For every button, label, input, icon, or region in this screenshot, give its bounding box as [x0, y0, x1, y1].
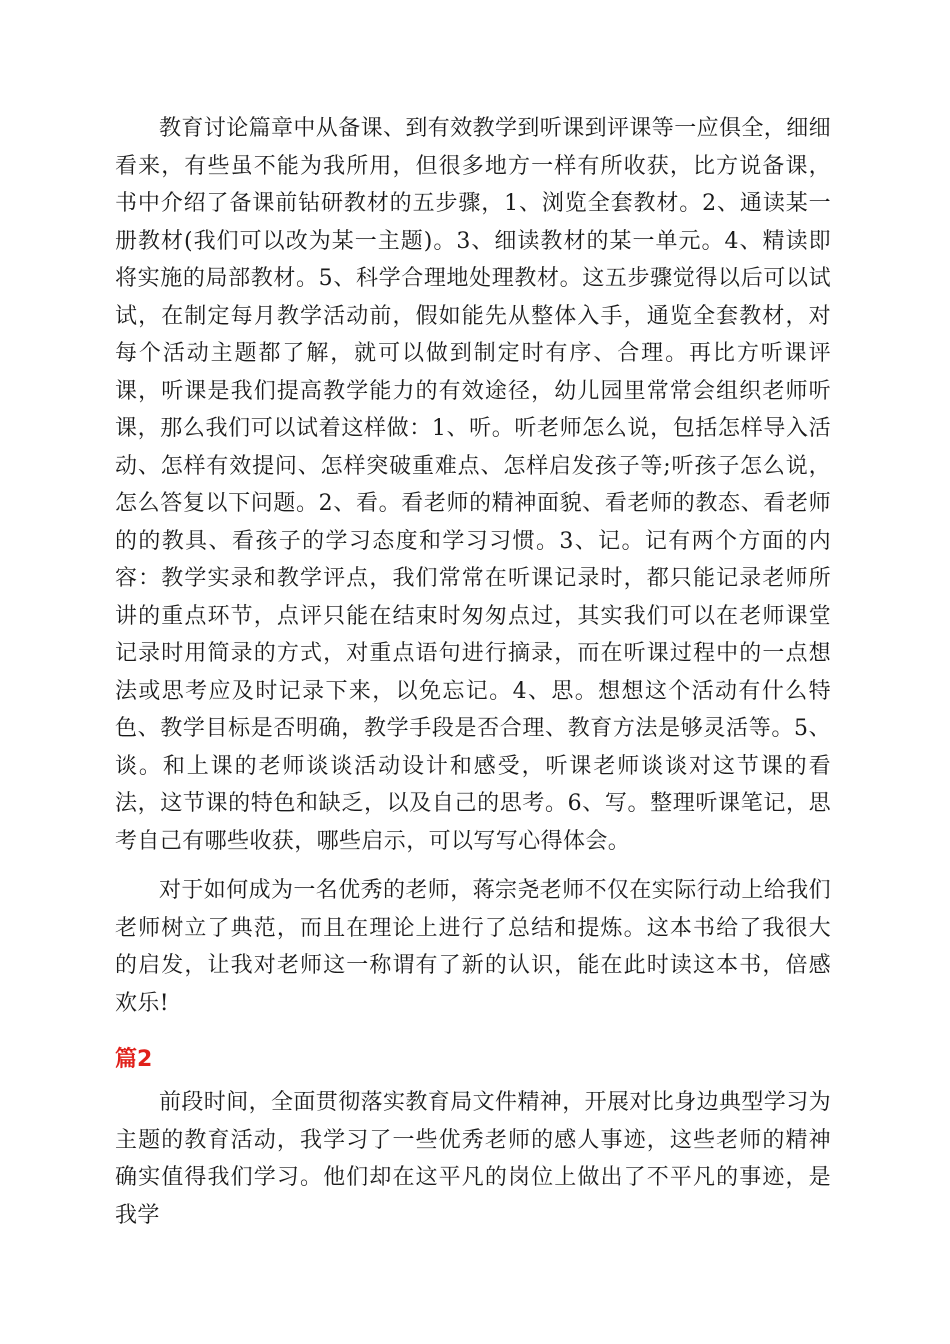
section-heading: 篇2 [115, 1047, 153, 1072]
paragraph-lesson-planning: 教育讨论篇章中从备课、到有效教学到听课到评课等一应俱全，细细看来，有些虽不能为我所用，但很多地方一样有所收获，比方说备课，书中介绍了备课前钻研教材的五步骤，1、浏览全套教材。2、通读某一册教材(我们可以改为某一主题)。3、细读教材的某一单元。4、精读即将实施的局部教材。5、科学合理地处理教材。这五步骤觉得以后可以试试，在制定每月教学活动前，假如能先从整体入手，通览全套教材，对每个活动主题都了解，就可以做到制定时有序、合理。再比方听课评课，听课是我们提高教学能力的有效途径，幼儿园里常常会组织老师听课，那么我们可以试着这样做：1、听。听老师怎么说，包括怎样导入活动、怎样有效提问、怎样突破重难点、怎样启发孩子等;听孩子怎么说，怎么答复以下问题。2、看。看老师的精神面貌、看老师的教态、看老师的的教具、看孩子的学习态度和学习习惯。3、记。记有两个方面的内容：教学实录和教学评点，我们常常在听课记录时，都只能记录老师所讲的重点环节，点评只能在结束时匆匆点过，其实我们可以在老师课堂记录时用简录的方式，对重点语句进行摘录，而在听课过程中的一点想法或思考应及时记录下来，以免忘记。4、思。想想这个活动有什么特色、教学目标是否明确，教学手段是否合理、教育方法是够灵活等。5、谈。和上课的老师谈谈活动设计和感受，听课老师谈谈对这节课的看法，这节课的特色和缺乏，以及自己的思考。6、写。整理听课笔记，思考自己有哪些收获，哪些启示，可以写写心得体会。 [115, 116, 832, 854]
paragraph-section-2-intro: 前段时间，全面贯彻落实教育局文件精神，开展对比身边典型学习为主题的教育活动，我学习了一些优秀老师的感人事迹，这些老师的精神确实值得我们学习。他们却在这平凡的岗位上做出了不平凡的事迹，是我学 [115, 1090, 832, 1228]
document-body [115, 110, 831, 1234]
paragraph-conclusion: 对于如何成为一名优秀的老师，蒋宗尧老师不仅在实际行动上给我们老师树立了典范，而且在理论上进行了总结和提炼。这本书给了我很大的启发，让我对老师这一称谓有了新的认识，能在此时读这本书，倍感欢乐! [115, 878, 832, 1016]
